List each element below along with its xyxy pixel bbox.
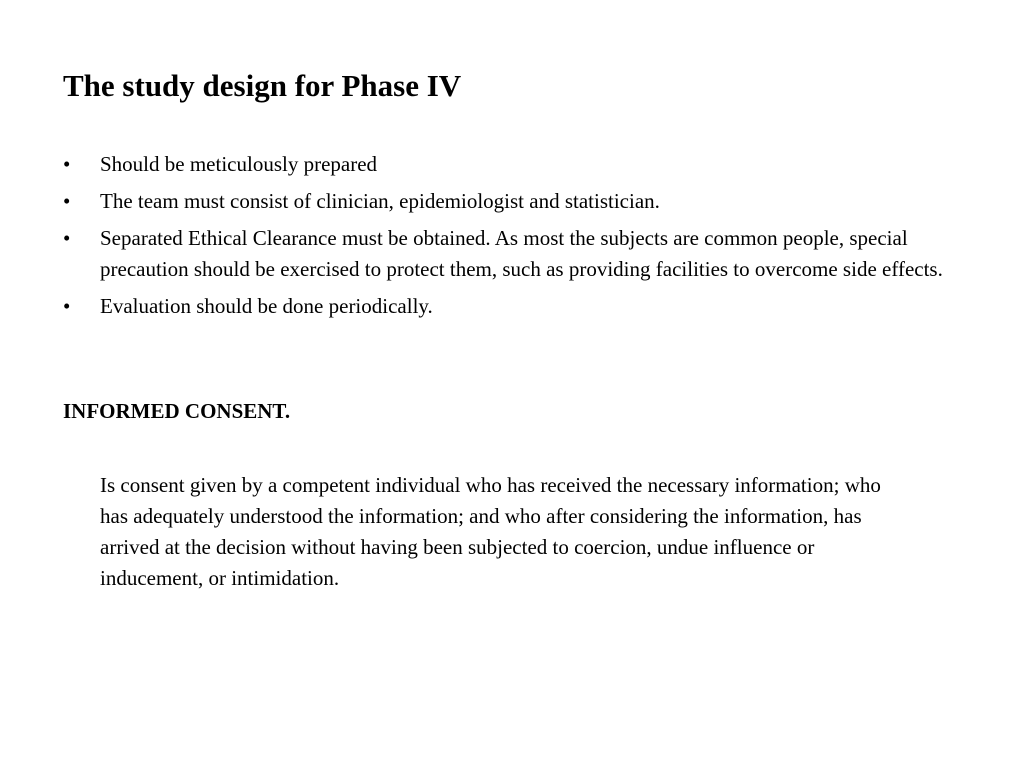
slide-title: The study design for Phase IV bbox=[63, 68, 462, 103]
section-heading: INFORMED CONSENT. bbox=[63, 399, 291, 423]
bullet-text: Separated Ethical Clearance must be obtained. As most the subjects are common people, special precaution should be exercised to protect them, such as providing facilities to overcome side effects. bbox=[100, 226, 943, 281]
bullet-item bbox=[63, 149, 963, 180]
bullet-text: Should be meticulously prepared bbox=[100, 152, 378, 176]
bullet-marker: • bbox=[63, 189, 71, 213]
bullet-item bbox=[63, 223, 963, 285]
bullet-text: Evaluation should be done periodically. bbox=[100, 294, 433, 318]
bullet-marker: • bbox=[63, 226, 71, 250]
definition-paragraph: Is consent given by a competent individual who has received the necessary information; who has adequately understood the information; and who after considering the information, has arrived at the decision without having been subjected to coercion, undue influence or inducement, or intimidation. bbox=[100, 473, 881, 590]
bullet-marker: • bbox=[63, 294, 71, 318]
bullet-marker: • bbox=[63, 152, 71, 176]
bullet-list bbox=[63, 149, 963, 328]
bullet-text: The team must consist of clinician, epidemiologist and statistician. bbox=[100, 189, 660, 213]
bullet-item bbox=[63, 186, 963, 217]
bullet-item bbox=[63, 291, 963, 322]
